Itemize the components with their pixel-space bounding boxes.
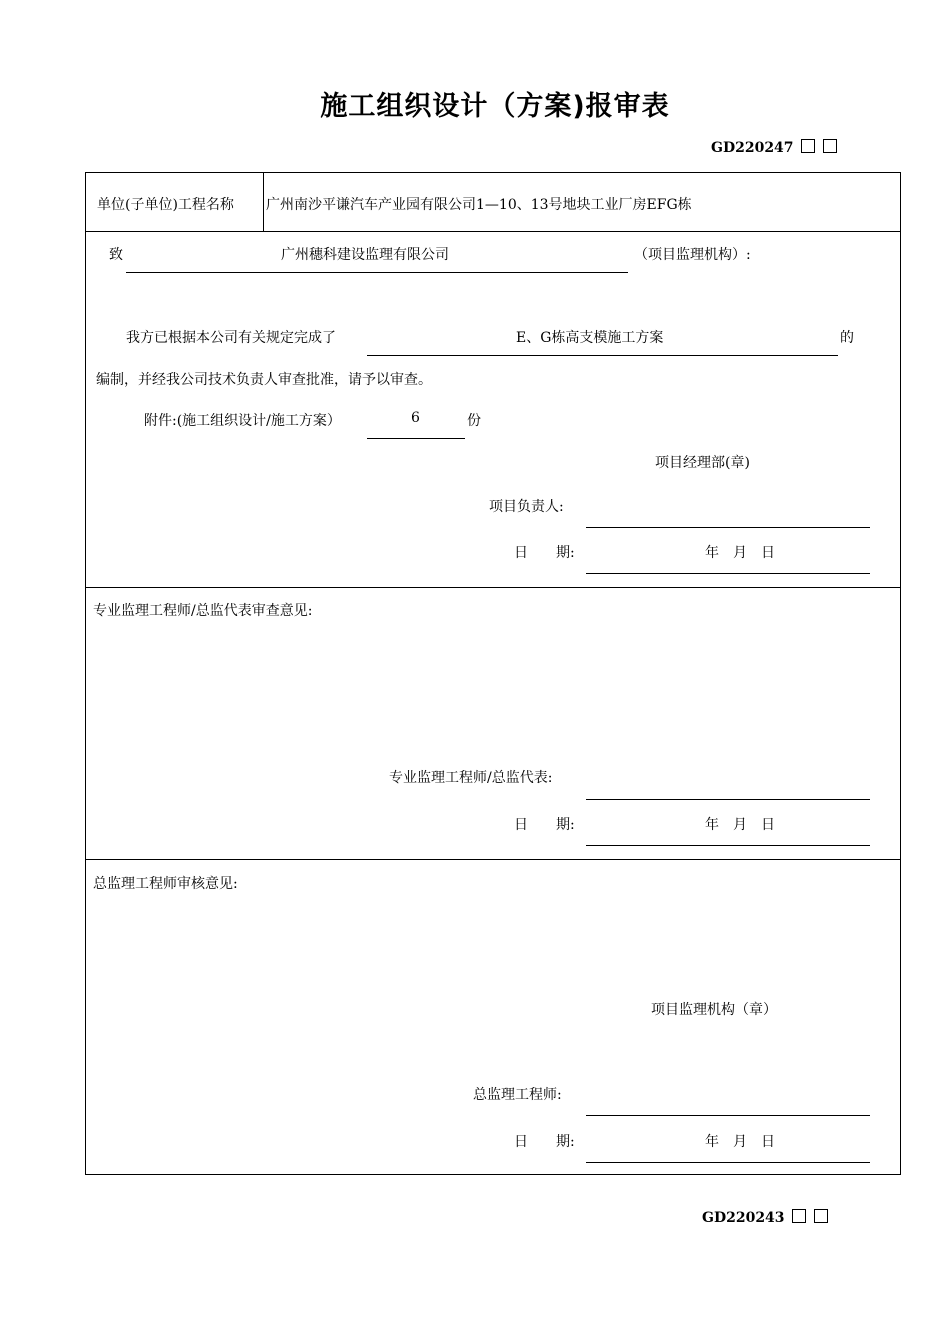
plan-name: E、G栋高支模施工方案 xyxy=(516,330,664,346)
supervision-stamp: 项目监理机构（章） xyxy=(651,1002,777,1018)
page-title: 施工组织设计（方案)报审表 xyxy=(320,91,670,122)
to-prefix: 致 xyxy=(109,247,123,263)
body-line-2: 编制，并经我公司技术负责人审查批准，请予以审查。 xyxy=(96,372,432,388)
recipient-suffix: （项目监理机构）: xyxy=(634,247,751,263)
project-lead-label: 项目负责人: xyxy=(489,499,564,515)
form-code-bottom xyxy=(702,1209,828,1226)
chief-date-label: 日 期: xyxy=(514,1134,575,1150)
project-lead-signature-line[interactable] xyxy=(586,527,870,528)
recipient-underline xyxy=(126,272,628,273)
section-divider xyxy=(86,859,900,860)
attachment-count: 6 xyxy=(411,410,420,426)
submission-date-line[interactable] xyxy=(586,573,870,574)
section-divider xyxy=(86,587,900,588)
supervisor-date-value: 年 月 日 xyxy=(705,817,775,833)
attachment-count-underline xyxy=(367,438,465,439)
checkbox-icon[interactable] xyxy=(814,1209,828,1223)
form-code-bottom-text: GD220243 xyxy=(702,1210,785,1226)
project-name-label: 单位(子单位)工程名称 xyxy=(97,197,234,213)
form-code-top xyxy=(711,139,837,156)
project-name-value: 广州南沙平谦汽车产业园有限公司1—10、13号地块工业厂房EFG栋 xyxy=(266,197,692,213)
chief-review-heading: 总监理工程师审核意见: xyxy=(93,876,238,892)
checkbox-icon[interactable] xyxy=(801,139,815,153)
supervisor-signer-label: 专业监理工程师/总监代表: xyxy=(389,770,553,786)
recipient-name: 广州穗科建设监理有限公司 xyxy=(281,247,449,263)
chief-date-line[interactable] xyxy=(586,1162,870,1163)
attachment-label: 附件:(施工组织设计/施工方案） xyxy=(144,413,341,429)
form-code-top-text: GD220247 xyxy=(711,140,794,156)
supervisor-review-heading: 专业监理工程师/总监代表审查意见: xyxy=(93,603,313,619)
submission-date-value: 年 月 日 xyxy=(705,545,775,561)
row-divider xyxy=(86,231,900,232)
supervisor-date-label: 日 期: xyxy=(514,817,575,833)
body-suffix: 的 xyxy=(840,330,854,346)
chief-signer-label: 总监理工程师: xyxy=(473,1087,562,1103)
plan-name-underline xyxy=(367,355,838,356)
chief-signature-line[interactable] xyxy=(586,1115,870,1116)
supervisor-date-line[interactable] xyxy=(586,845,870,846)
column-divider xyxy=(263,173,264,231)
checkbox-icon[interactable] xyxy=(823,139,837,153)
contractor-stamp: 项目经理部(章) xyxy=(655,455,750,471)
body-prefix: 我方已根据本公司有关规定完成了 xyxy=(126,330,336,346)
checkbox-icon[interactable] xyxy=(792,1209,806,1223)
supervisor-signature-line[interactable] xyxy=(586,799,870,800)
submission-date-label: 日 期: xyxy=(514,545,575,561)
approval-form xyxy=(85,172,901,1175)
attachment-unit: 份 xyxy=(467,413,481,429)
chief-date-value: 年 月 日 xyxy=(705,1134,775,1150)
